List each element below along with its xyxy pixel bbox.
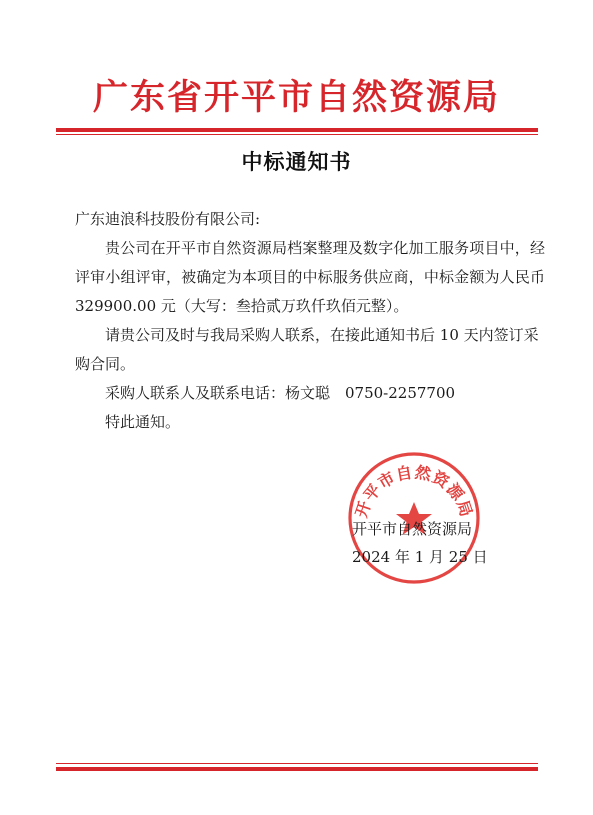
paragraph-award: 贵公司在开平市自然资源局档案整理及数字化加工服务项目中，经评审小组评审，被确定为本项目的中标服务供应商，中标金额为人民币 329900.00 元（大写：叁拾贰万玖仟玖佰元整）。: [75, 239, 545, 315]
org-letterhead-title: 广东省开平市自然资源局: [92, 78, 500, 118]
recipient-line: 广东迪浪科技股份有限公司:: [75, 210, 261, 228]
signature-date: 2024 年 1 月 25 日: [352, 548, 488, 566]
header-rule-thick: [56, 128, 538, 132]
footer-rule-thin: [56, 763, 538, 764]
seal-text: 开平市自然资源局: [351, 462, 477, 520]
paragraph-contact-request: 请贵公司及时与我局采购人联系，在接此通知书后 10 天内签订采购合同。: [75, 326, 539, 373]
paragraph-contact-info: 采购人联系人及联系电话：杨文聪 0750-2257700: [105, 384, 456, 402]
document-title: 中标通知书: [241, 149, 352, 174]
document-body: [75, 205, 545, 437]
signature-org: 开平市自然资源局: [352, 520, 473, 538]
header-rule-thin: [56, 134, 538, 135]
paragraph-closing: 特此通知。: [105, 413, 181, 431]
footer-rule-thick: [56, 767, 538, 771]
